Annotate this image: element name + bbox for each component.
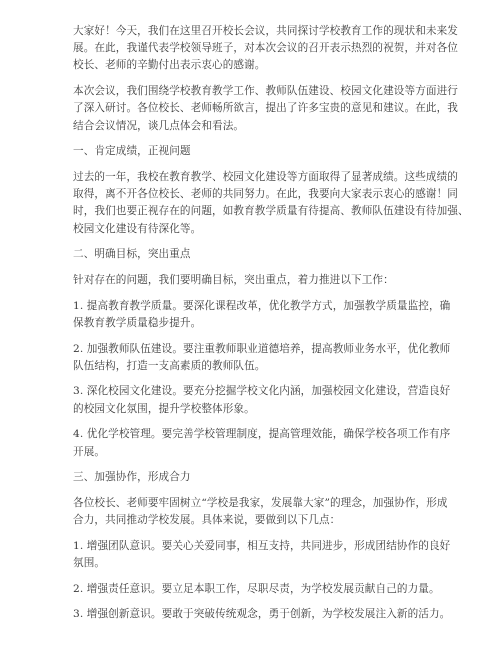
text-line: 本次会议，我们围绕学校教育教学工作、教师队伍建设、校园文化建设等方面进行 — [73, 85, 458, 98]
text-line: 校园文化建设有待深化等。 — [73, 222, 202, 235]
text-line: 合力，共同推动学校发展。具体来说，要做到以下几点： — [73, 514, 341, 527]
list-item — [73, 298, 451, 332]
list-item — [73, 426, 451, 460]
text-line: 队伍结构，打造一支高素质的教师队伍。 — [73, 359, 266, 372]
paragraph-opening — [73, 23, 458, 75]
text-line: 了深入研讨。各位校长、老师畅所欲言，提出了许多宝贵的意见和建议。在此，我 — [73, 102, 458, 115]
text-line: 开展。 — [73, 445, 106, 458]
text-line: 结合会议情况，谈几点体会和看法。 — [73, 119, 245, 132]
text-line: 2. 加强教师队伍建设。要注重教师职业道德培养，提高教师业务水平，优化教师 — [73, 342, 451, 355]
text-line: 各位校长、老师要牢固树立“学校是我家，发展靠大家”的理念，加强协作，形成 — [73, 496, 448, 509]
text-line: 校长、老师的辛勤付出表示衷心的感谢。 — [73, 59, 266, 72]
paragraph-collaboration — [73, 495, 448, 529]
document-page — [73, 23, 469, 624]
text-line: 展。在此，我谨代表学校领导班子，对本次会议的召开表示热烈的祝贺，并对各位 — [73, 42, 458, 55]
text-line: 1. 增强团队意识。要关心关爱同事，相互支持，共同进步，形成团结协作的良好 — [73, 539, 451, 552]
text-line: 取得，离不开各位校长、老师的共同努力。在此，我要向大家表示衷心的感谢！同 — [73, 188, 458, 201]
section-heading-3 — [73, 469, 437, 486]
text-line: 3. 深化校园文化建设。要充分挖掘学校文化内涵，加强校园文化建设，营造良好 — [73, 385, 451, 398]
text-line: 时，我们也要正视存在的问题，如教育教学质量有待提高、教师队伍建设有待加强、 — [73, 205, 469, 218]
text-line: 2. 增强责任意识。要立足本职工作，尽职尽责，为学校发展贡献自己的力量。 — [73, 582, 440, 595]
list-item — [73, 538, 451, 572]
text-line: 的校园文化氛围，提升学校整体形象。 — [73, 402, 255, 415]
text-line: 过去的一年，我校在教育教学、校园文化建设等方面取得了显著成绩。这些成绩的 — [73, 170, 458, 183]
paragraph-meeting-summary — [73, 83, 458, 135]
heading-text: 一、肯定成绩，正视问题 — [73, 145, 191, 158]
text-line: 4. 优化学校管理。要完善学校管理制度，提高管理效能，确保学校各项工作有序 — [73, 428, 451, 441]
text-line: 保教育教学质量稳步提升。 — [73, 316, 202, 329]
list-item — [73, 606, 451, 623]
list-item — [73, 581, 440, 598]
text-line: 1. 提高教育教学质量。要深化课程改革，优化教学方式，加强教学质量监控，确 — [73, 299, 451, 312]
list-item — [73, 383, 451, 417]
heading-text: 三、加强协作，形成合力 — [73, 471, 191, 484]
text-line: 3. 增强创新意识。要敢于突破传统观念，勇于创新，为学校发展注入新的活力。 — [73, 608, 451, 621]
section-heading-1 — [73, 143, 437, 160]
heading-text: 二、明确目标，突出重点 — [73, 248, 191, 261]
section-heading-2 — [73, 246, 437, 263]
list-item — [73, 341, 451, 375]
text-line: 针对存在的问题，我们要明确目标，突出重点，着力推进以下工作： — [73, 273, 394, 286]
text-line: 氛围。 — [73, 557, 106, 570]
paragraph-achievements — [73, 169, 469, 238]
paragraph-goals-intro — [73, 272, 437, 289]
text-line: 大家好！今天，我们在这里召开校长会议，共同探讨学校教育工作的现状和未来发 — [73, 25, 458, 37]
